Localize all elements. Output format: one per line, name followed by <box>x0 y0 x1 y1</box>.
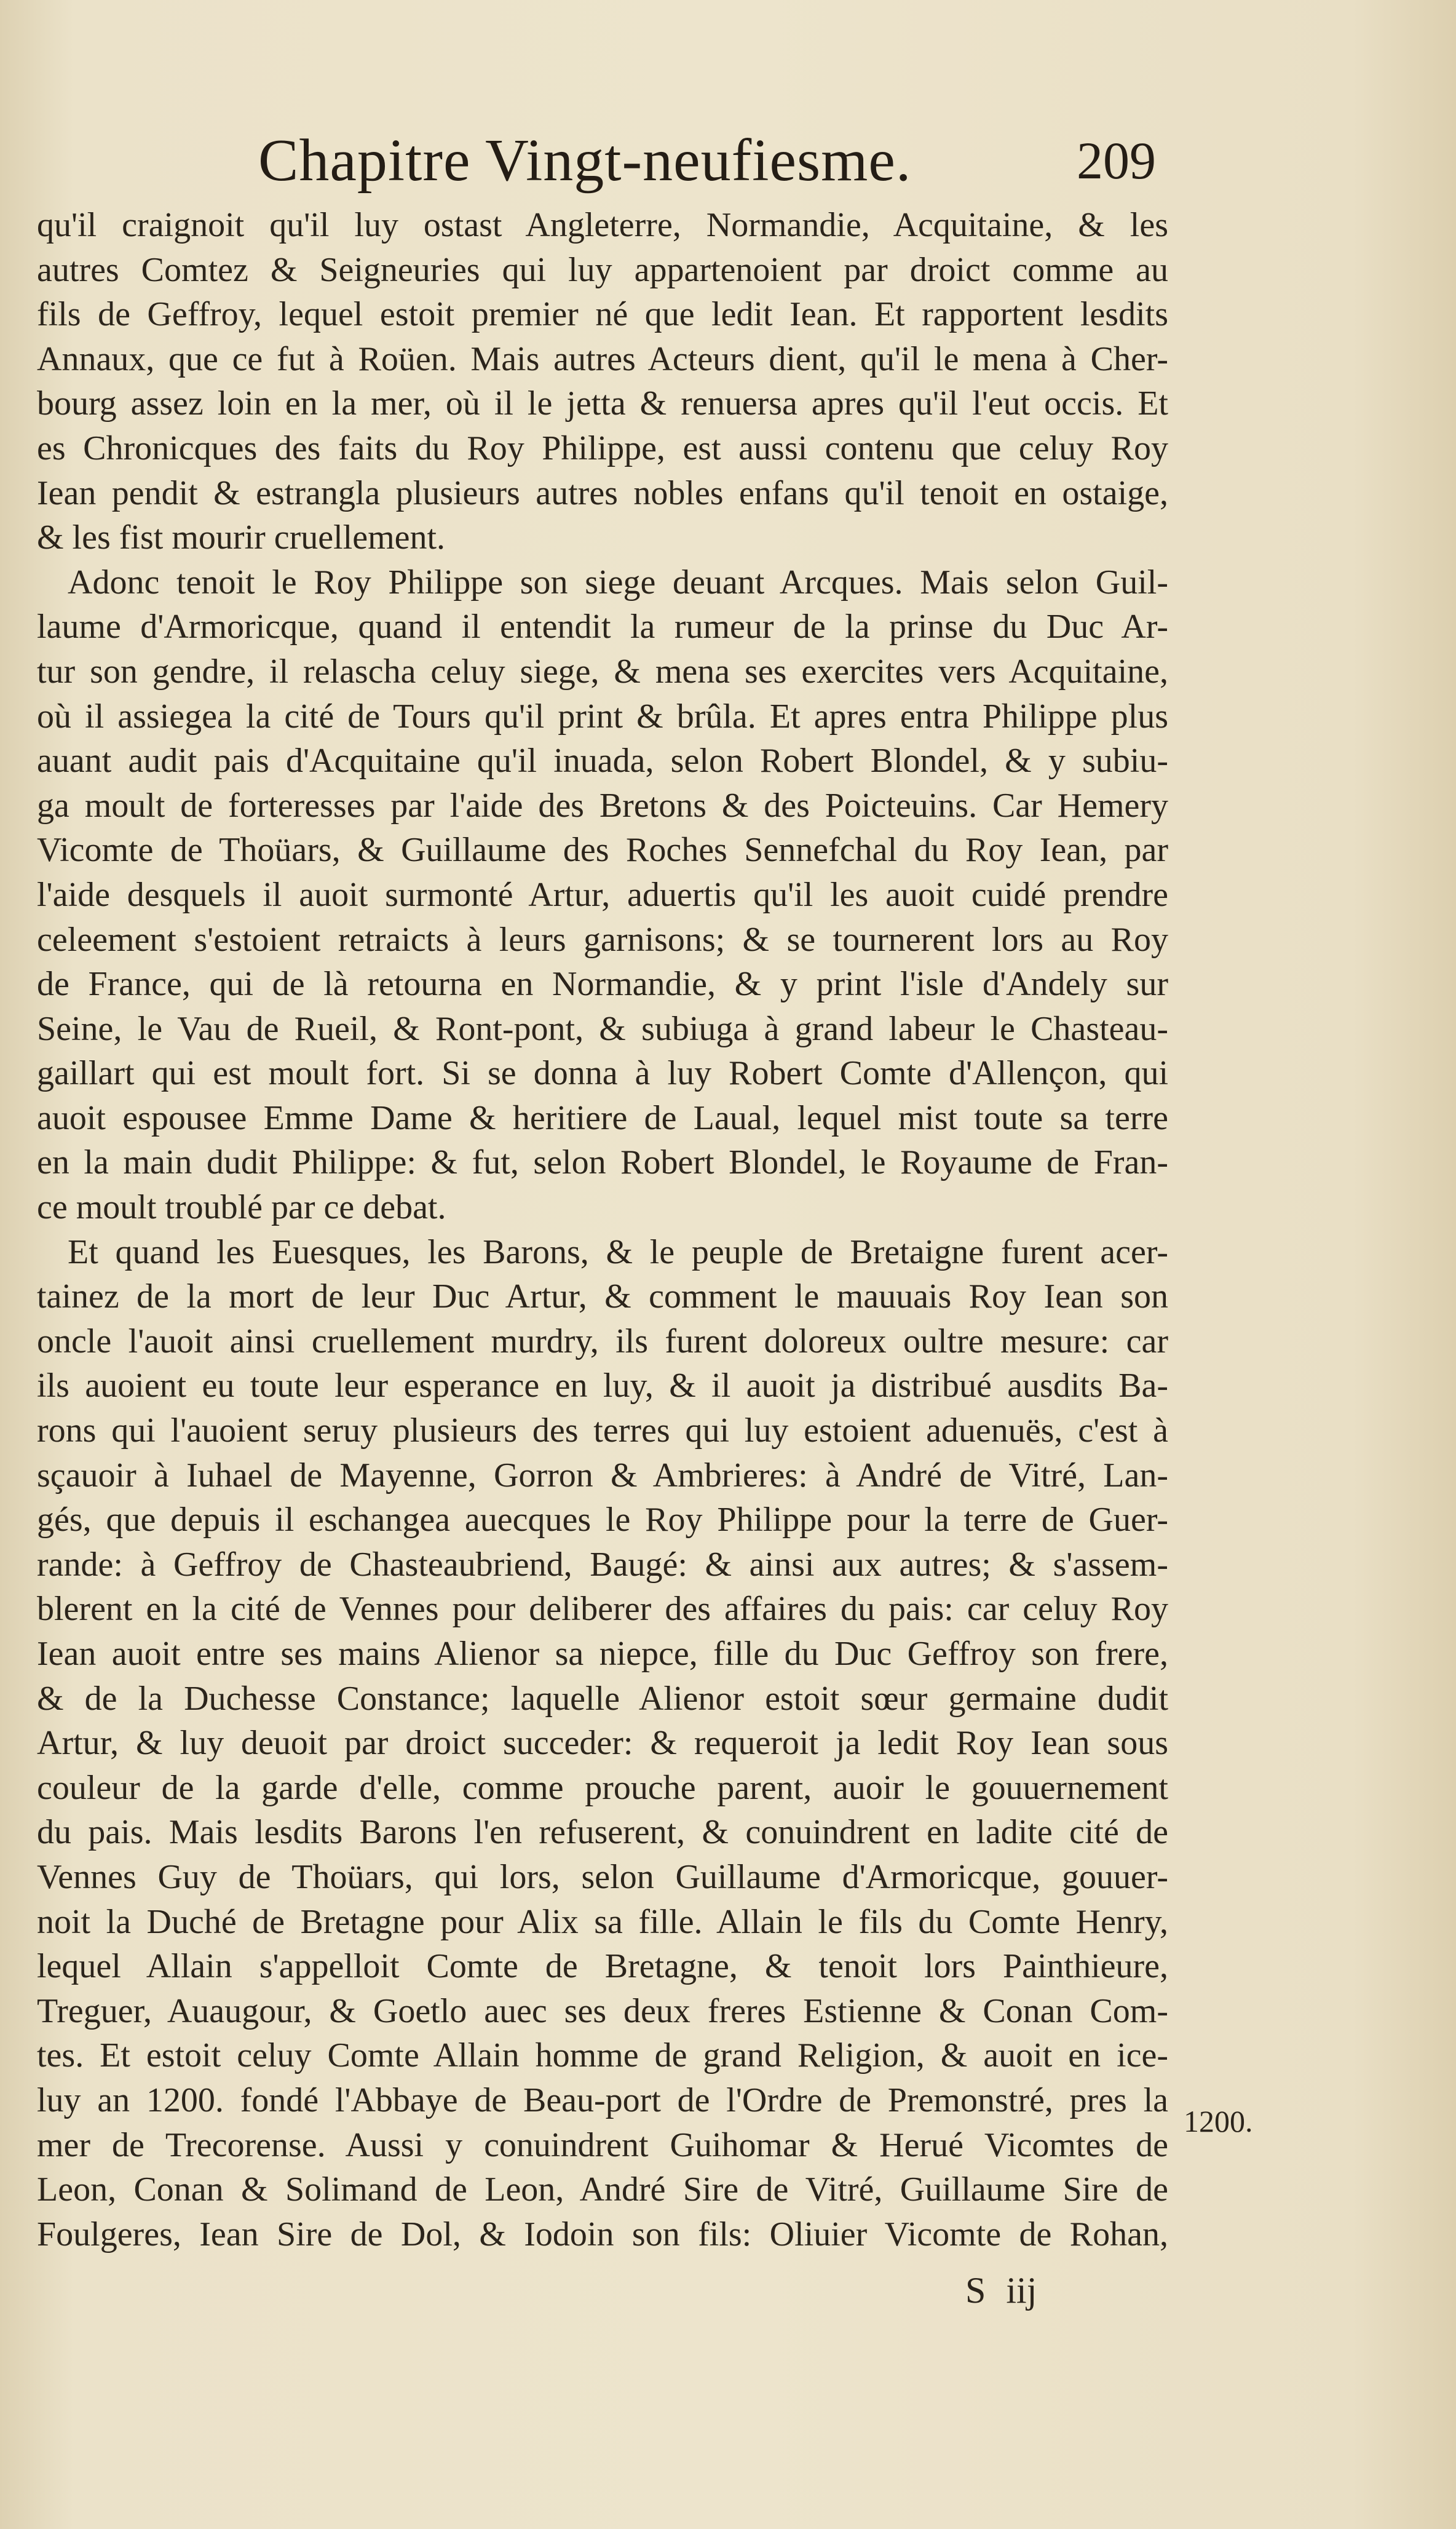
text-line: es Chronicques des faits du Roy Philippe, est aussi contenu que celuy Roy <box>37 429 1168 467</box>
text-line: Artur, & luy deuoit par droict succeder: & requeroit ja ledit Roy Iean sous <box>37 1724 1168 1763</box>
text-line: Foulgeres, Iean Sire de Dol, & Iodoin son fils: Oliuier Vicomte de Rohan, <box>37 2215 1168 2253</box>
text-line: & de la Duchesse Constance; laquelle Alienor estoit sœur germaine dudit <box>37 1679 1168 1718</box>
text-line: ce moult troublé par ce debat. <box>37 1188 446 1227</box>
text-line: du pais. Mais lesdits Barons l'en refuserent, & conuindrent en ladite cité de <box>37 1813 1168 1852</box>
text-line: Annaux, que ce fut à Roüen. Mais autres Acteurs dient, qu'il le mena à Cher- <box>37 339 1168 378</box>
text-line: fils de Geffroy, lequel estoit premier né que ledit Iean. Et rapportent lesdits <box>37 295 1168 334</box>
paragraph <box>37 203 1168 560</box>
text-line: couleur de la garde d'elle, comme prouche parent, auoir le gouuernement <box>37 1768 1168 1807</box>
text-line: Iean pendit & estrangla plusieurs autres nobles enfans qu'il tenoit en ostaige, <box>37 474 1168 512</box>
text-line: qu'il craignoit qu'il luy ostast Angleterre, Normandie, Acquitaine, & les <box>37 206 1168 244</box>
text-line: oncle l'auoit ainsi cruellement murdry, ils furent doloreux oultre mesure: car <box>37 1322 1168 1360</box>
paragraph <box>37 560 1168 1230</box>
text-line: lequel Allain s'appelloit Comte de Bretagne, & tenoit lors Painthieure, <box>37 1947 1168 1986</box>
text-line: gés, que depuis il eschangea auecques le Roy Philippe pour la terre de Guer- <box>37 1501 1168 1539</box>
text-line: Leon, Conan & Solimand de Leon, André Sire de Vitré, Guillaume Sire de <box>37 2170 1168 2209</box>
text-line: & les fist mourir cruellement. <box>37 518 446 557</box>
text-line: Treguer, Auaugour, & Goetlo auec ses deux freres Estienne & Conan Com- <box>37 1991 1168 2030</box>
body-text <box>37 203 1168 2257</box>
text-line: tainez de la mort de leur Duc Artur, & comment le mauuais Roy Iean son <box>37 1277 1168 1316</box>
text-line: Et quand les Euesques, les Barons, & le peuple de Bretaigne furent acer- <box>68 1233 1168 1271</box>
text-line: noit la Duché de Bretagne pour Alix sa fille. Allain le fils du Comte Henry, <box>37 1902 1168 1941</box>
text-line: rons qui l'auoient seruy plusieurs des terres qui luy estoient aduenuës, c'est à <box>37 1411 1168 1450</box>
text-line: auant audit pais d'Acquitaine qu'il inuada, selon Robert Blondel, & y subiu- <box>37 742 1168 780</box>
text-line: l'aide desquels il auoit surmonté Artur, aduertis qu'il les auoit cuidé prendre <box>37 875 1168 914</box>
text-line: blerent en la cité de Vennes pour deliberer des affaires du pais: car celuy Roy <box>37 1590 1168 1629</box>
text-line: gaillart qui est moult fort. Si se donna à luy Robert Comte d'Allençon, qui <box>37 1054 1168 1093</box>
text-line: mer de Trecorense. Aussi y conuindrent Guihomar & Herué Vicomtes de <box>37 2126 1168 2164</box>
text-line: auoit espousee Emme Dame & heritiere de Laual, lequel mist toute sa terre <box>37 1098 1168 1137</box>
text-line: où il assiegea la cité de Tours qu'il print & brûla. Et apres entra Philippe plus <box>37 697 1168 736</box>
text-line: rande: à Geffroy de Chasteaubriend, Baugé: & ainsi aux autres; & s'assem- <box>37 1545 1168 1584</box>
text-line: Adonc tenoit le Roy Philippe son siege deuant Arcques. Mais selon Guil- <box>68 563 1168 601</box>
text-line: Iean auoit entre ses mains Alienor sa niepce, fille du Duc Geffroy son frere, <box>37 1635 1168 1673</box>
text-line: sçauoir à Iuhael de Mayenne, Gorron & Ambrieres: à André de Vitré, Lan- <box>37 1456 1168 1495</box>
text-line: celeement s'estoient retraicts à leurs garnisons; & se tournerent lors au Roy <box>37 920 1168 959</box>
text-line: luy an 1200. fondé l'Abbaye de Beau-port de l'Ordre de Premonstré, pres la <box>37 2081 1168 2119</box>
paragraph <box>37 1230 1168 2257</box>
text-line: Vennes Guy de Thoüars, qui lors, selon Guillaume d'Armoricque, gouuer- <box>37 1857 1168 1896</box>
text-line: de France, qui de là retourna en Normandie, & y print l'isle d'Andely sur <box>37 965 1168 1004</box>
text-line: laume d'Armoricque, quand il entendit la rumeur de la prinse du Duc Ar- <box>37 608 1168 646</box>
text-line: Vicomte de Thoüars, & Guillaume des Roches Sennefchal du Roy Iean, par <box>37 831 1168 870</box>
text-line: Seine, le Vau de Rueil, & Ront-pont, & subiuga à grand labeur le Chasteau- <box>37 1009 1168 1048</box>
text-line: ils auoient eu toute leur esperance en luy, & il auoit ja distribué ausdits Ba- <box>37 1367 1168 1405</box>
running-title: Chapitre Vingt-neufiesme. <box>258 127 912 194</box>
page-header <box>258 126 1156 206</box>
text-line: autres Comtez & Seigneuries qui luy appartenoient par droict comme au <box>37 250 1168 289</box>
signature-mark: S iij <box>965 2270 1037 2311</box>
page-number: 209 <box>1077 131 1156 190</box>
text-line: tes. Et estoit celuy Comte Allain homme de grand Religion, & auoit en ice- <box>37 2036 1168 2075</box>
text-line: en la main dudit Philippe: & fut, selon Robert Blondel, le Royaume de Fran- <box>37 1143 1168 1182</box>
text-line: ga moult de forteresses par l'aide des Bretons & des Poicteuins. Car Hemery <box>37 786 1168 825</box>
text-line: tur son gendre, il relascha celuy siege, & mena ses exercites vers Acquitaine, <box>37 652 1168 691</box>
margin-note-year: 1200. <box>1184 2104 1253 2138</box>
text-line: bourg assez loin en la mer, où il le jetta & renuersa apres qu'il l'eut occis. Et <box>37 384 1168 423</box>
